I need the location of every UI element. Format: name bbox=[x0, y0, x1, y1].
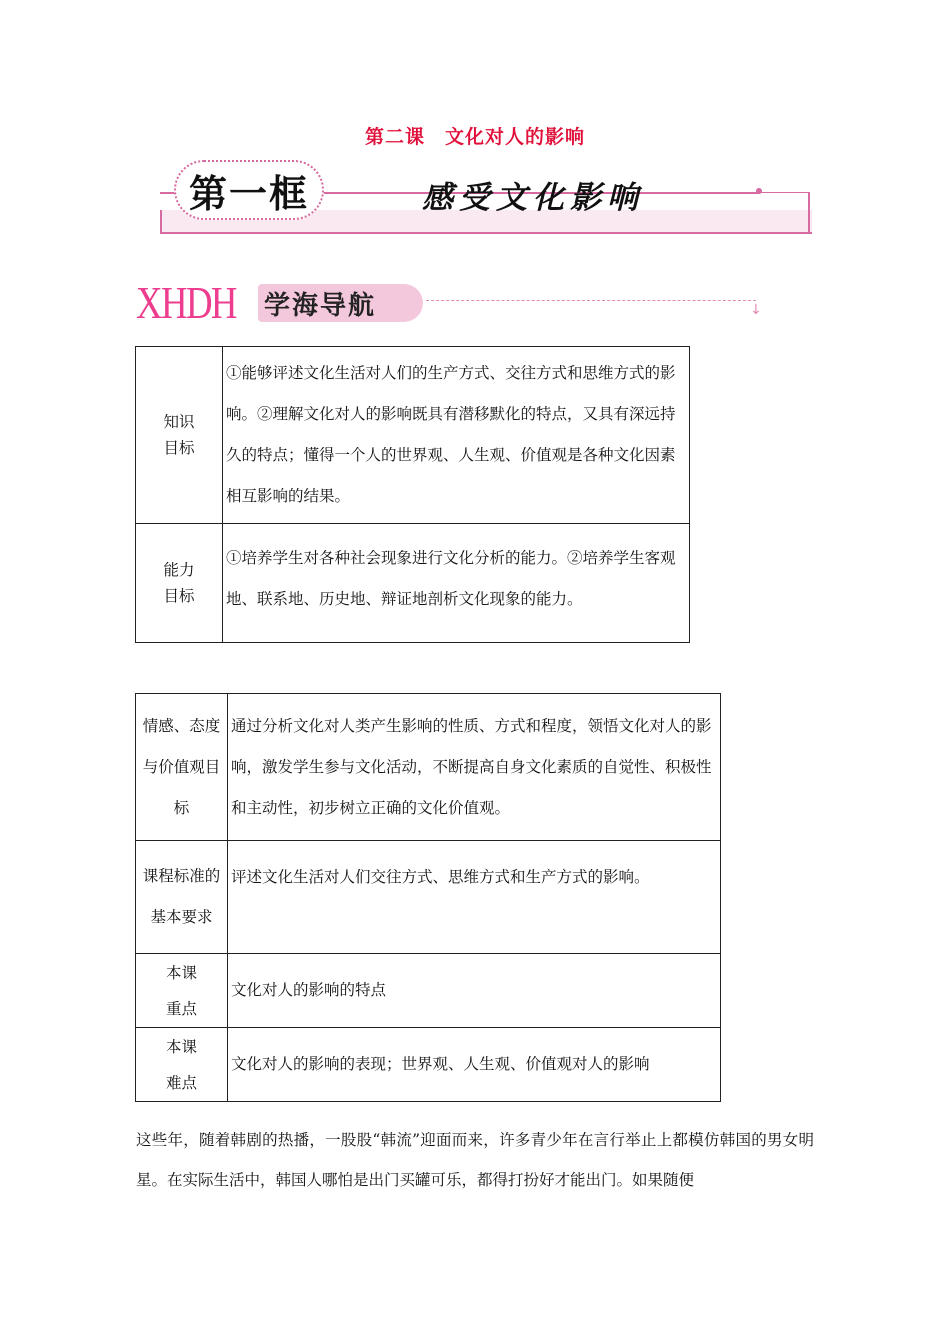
arrow-down-icon: ↓ bbox=[750, 302, 762, 318]
table-row bbox=[136, 1028, 721, 1102]
row-label-line: 本课 bbox=[165, 963, 197, 982]
frame-title: 感受文化影响 bbox=[422, 180, 644, 216]
requirements-table bbox=[135, 693, 721, 1102]
objectives-table bbox=[135, 346, 690, 643]
frame-label-badge bbox=[174, 160, 324, 220]
frame-label: 第一框 bbox=[188, 170, 309, 216]
table-row bbox=[136, 954, 721, 1028]
row-content: ①培养学生对各种社会现象进行文化分析的能力。②培养学生客观地、联系地、历史地、辩证地剖析文化现象的能力。 bbox=[223, 524, 690, 643]
banner-dot-icon bbox=[756, 188, 762, 194]
row-label bbox=[136, 1028, 228, 1102]
banner-corner bbox=[808, 192, 810, 232]
row-content: 文化对人的影响的特点 bbox=[228, 954, 721, 1028]
row-label-line: 本课 bbox=[165, 1037, 197, 1056]
row-label-line: 能力 bbox=[163, 561, 195, 579]
row-label-line: 难点 bbox=[165, 1073, 197, 1092]
table-row bbox=[136, 524, 690, 643]
row-content: ①能够评述文化生活对人们的生产方式、交往方式和思维方式的影响。②理解文化对人的影响既具有潜移默化的特点，又具有深远持久的特点；懂得一个人的世界观、人生观、价值观是各种文化因素相互影响的结果。 bbox=[223, 347, 690, 524]
xhdh-logo: XHDH bbox=[136, 277, 236, 328]
study-guide-pill bbox=[258, 284, 423, 322]
row-label-line: 目标 bbox=[163, 587, 195, 605]
table-row bbox=[136, 841, 721, 954]
row-label bbox=[136, 347, 223, 524]
section-banner bbox=[160, 158, 812, 236]
row-content: 通过分析文化对人类产生影响的性质、方式和程度，领悟文化对人的影响，激发学生参与文化活动，不断提高自身文化素质的自觉性、积极性和主动性，初步树立正确的文化价值观。 bbox=[228, 694, 721, 841]
row-label-line: 重点 bbox=[165, 999, 197, 1018]
row-label: 情感、态度与价值观目标 bbox=[136, 694, 228, 841]
table-row bbox=[136, 347, 690, 524]
study-guide-header bbox=[136, 277, 766, 328]
table-row bbox=[136, 694, 721, 841]
row-label: 课程标准的基本要求 bbox=[136, 841, 228, 954]
intro-paragraph: 这些年，随着韩剧的热播，一股股“韩流”迎面而来，许多青少年在言行举止上都模仿韩国的男女明星。在实际生活中，韩国人哪怕是出门买罐可乐，都得打扮好才能出门。如果随便 bbox=[136, 1131, 814, 1189]
row-content: 文化对人的影响的表现；世界观、人生观、价值观对人的影响 bbox=[228, 1028, 721, 1102]
study-guide-title: 学海导航 bbox=[264, 290, 377, 321]
banner-divider-right bbox=[760, 192, 810, 193]
row-label-line: 目标 bbox=[163, 439, 195, 457]
dashed-guide-line bbox=[426, 300, 756, 301]
row-label bbox=[136, 524, 223, 643]
lesson-title: 第二课 文化对人的影响 bbox=[364, 126, 585, 148]
row-content: 评述文化生活对人们交往方式、思维方式和生产方式的影响。 bbox=[228, 841, 721, 954]
row-label bbox=[136, 954, 228, 1028]
row-label-line: 知识 bbox=[163, 413, 195, 431]
